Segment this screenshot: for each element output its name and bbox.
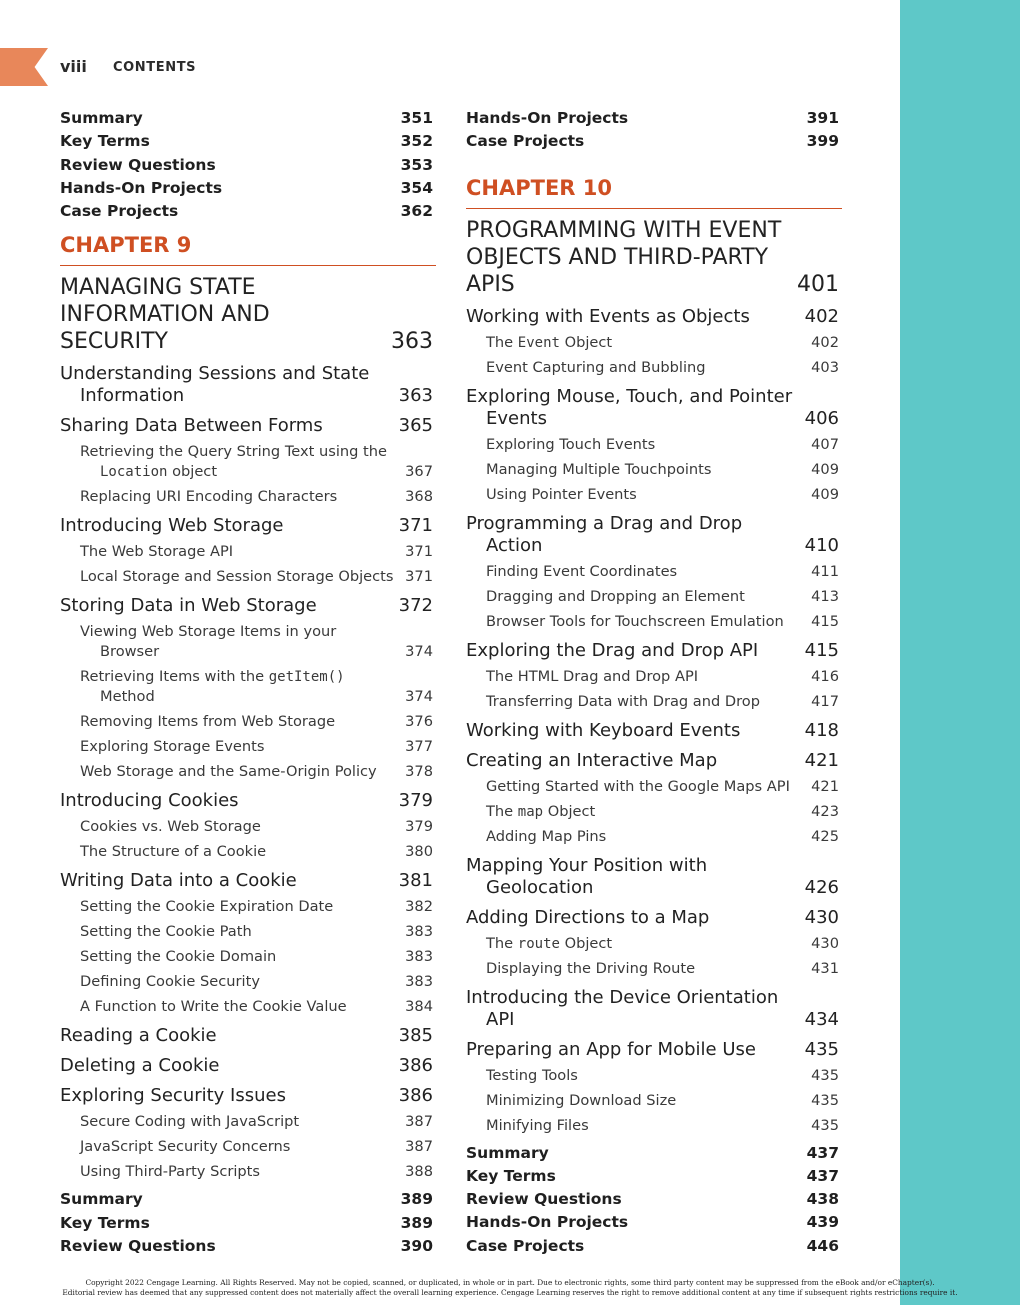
- subsection-title: The: [486, 934, 518, 952]
- subsection-title: Removing Items from Web Storage: [80, 713, 336, 731]
- subsection-title: Secure Coding with JavaScript: [80, 1113, 300, 1131]
- chapter-title-line: MANAGING STATE: [60, 275, 256, 301]
- subsection-page: 425: [811, 827, 839, 845]
- toc-subsection[interactable]: [60, 567, 436, 587]
- toc-subsection[interactable]: [60, 542, 436, 562]
- toc-end-entry[interactable]: [466, 1142, 842, 1165]
- section-title: Understanding Sessions and State Information: [60, 363, 370, 407]
- toc-subsection[interactable]: [466, 485, 842, 505]
- toc-subsection[interactable]: [60, 442, 436, 482]
- section-page: 435: [804, 1038, 839, 1060]
- subsection-page: 383: [405, 923, 433, 941]
- subsection-title: Event Capturing and Bubbling: [486, 358, 706, 376]
- chapter-title-line: PROGRAMMING WITH EVENT: [466, 217, 782, 243]
- subsection-page: 413: [811, 587, 839, 605]
- entry-title: Key Terms: [60, 1213, 150, 1232]
- subsection-page: 409: [811, 485, 839, 503]
- section-page: 381: [398, 870, 433, 892]
- subsection-title: Adding Map Pins: [486, 827, 607, 845]
- subsection-page: 371: [405, 568, 433, 586]
- side-color-band: [900, 0, 1020, 1305]
- section-title: Creating an Interactive Map: [466, 749, 718, 771]
- toc-subsection[interactable]: [466, 1116, 842, 1136]
- subsection-title: Object: [559, 934, 613, 952]
- section-page: 430: [804, 906, 839, 928]
- subsection-title: A Function to Write the Cookie Value: [80, 998, 347, 1016]
- toc-section[interactable]: [60, 363, 436, 407]
- toc-end-entry[interactable]: [466, 1235, 842, 1258]
- subsection-title: Using Pointer Events: [486, 485, 637, 503]
- entry-page: 352: [400, 132, 433, 151]
- subsection-title: Displaying the Driving Route: [486, 959, 696, 977]
- section-title: Working with Keyboard Events: [466, 719, 741, 741]
- toc-subsection[interactable]: [60, 842, 436, 862]
- entry-page: 437: [806, 1143, 839, 1162]
- entry-page: 389: [400, 1213, 433, 1232]
- chapter-title[interactable]: [466, 217, 842, 298]
- running-head: CONTENTS: [113, 60, 197, 75]
- section-title: Mapping Your Position with Geolocation: [466, 854, 708, 898]
- section-title: Exploring Mouse, Touch, and Pointer Events: [466, 385, 793, 429]
- toc-section[interactable]: [466, 750, 842, 772]
- toc-subsection[interactable]: [466, 692, 842, 712]
- toc-subsection[interactable]: [466, 333, 842, 353]
- toc-subsection[interactable]: [466, 802, 842, 822]
- chapter-divider: [466, 208, 842, 209]
- section-page: 415: [804, 639, 839, 661]
- entry-page: 438: [806, 1190, 839, 1209]
- entry-title: Summary: [466, 1143, 549, 1162]
- code-term: getItem(): [268, 669, 345, 686]
- toc-subsection[interactable]: [466, 358, 842, 378]
- subsection-page: 388: [405, 1163, 433, 1181]
- toc-subsection[interactable]: [466, 1066, 842, 1086]
- toc-subsection[interactable]: [60, 1137, 436, 1157]
- toc-section[interactable]: [466, 855, 842, 899]
- subsection-page: 376: [405, 713, 433, 731]
- toc-subsection[interactable]: [60, 972, 436, 992]
- entry-page: 362: [400, 202, 433, 221]
- toc-subsection[interactable]: [466, 460, 842, 480]
- entry-title: Review Questions: [466, 1190, 622, 1209]
- toc-subsection[interactable]: [466, 435, 842, 455]
- toc-section[interactable]: [466, 386, 842, 430]
- toc-end-entry[interactable]: [60, 107, 436, 130]
- entry-title: Hands-On Projects: [466, 109, 629, 127]
- subsection-page: 430: [811, 934, 839, 952]
- code-term: route: [517, 935, 560, 952]
- section-title: Introducing Web Storage: [60, 515, 284, 537]
- subsection-title: The: [486, 802, 518, 820]
- subsection-title: The: [486, 333, 518, 351]
- subsection-page: 377: [405, 738, 433, 756]
- toc-column-right: [466, 107, 842, 1258]
- subsection-page: 423: [811, 802, 839, 820]
- subsection-page: 368: [405, 488, 433, 506]
- section-title: Adding Directions to a Map: [466, 906, 710, 928]
- chapter-title-line: APIS: [466, 271, 515, 297]
- subsection-title: Exploring Storage Events: [80, 738, 265, 756]
- section-title: Preparing an App for Mobile Use: [466, 1038, 756, 1060]
- entry-page: 353: [400, 155, 433, 174]
- subsection-page: 435: [811, 1066, 839, 1084]
- toc-subsection[interactable]: [60, 1112, 436, 1132]
- toc-section[interactable]: [466, 987, 842, 1031]
- subsection-title: Setting the Cookie Domain: [80, 948, 277, 966]
- section-page: 421: [804, 749, 839, 771]
- subsection-title: Getting Started with the Google Maps API: [486, 777, 790, 795]
- entry-page: 390: [400, 1237, 433, 1256]
- subsection-title: Dragging and Dropping an Element: [486, 587, 745, 605]
- toc-subsection[interactable]: [466, 667, 842, 687]
- subsection-page: 383: [405, 948, 433, 966]
- section-title: Exploring the Drag and Drop API: [466, 639, 759, 661]
- subsection-title: object: [167, 463, 218, 481]
- entry-page: 389: [400, 1190, 433, 1209]
- subsection-title: Retrieving Items with the: [80, 668, 269, 686]
- toc-subsection[interactable]: [60, 922, 436, 942]
- toc-subsection[interactable]: [466, 562, 842, 582]
- subsection-page: 380: [405, 843, 433, 861]
- subsection-page: 435: [811, 1091, 839, 1109]
- toc-section[interactable]: [60, 595, 436, 617]
- subsection-title: Exploring Touch Events: [486, 435, 656, 453]
- section-title: Reading a Cookie: [60, 1025, 217, 1047]
- toc-subsection[interactable]: [60, 897, 436, 917]
- subsection-page: 421: [811, 777, 839, 795]
- subsection-page: 378: [405, 763, 433, 781]
- code-term: Location: [100, 464, 168, 481]
- toc-end-entry[interactable]: [60, 130, 436, 153]
- toc-end-entry[interactable]: [60, 1235, 436, 1258]
- section-page: 371: [398, 515, 433, 537]
- page-tab-marker: [0, 48, 48, 86]
- toc-section[interactable]: [466, 1039, 842, 1061]
- toc-end-entry[interactable]: [60, 200, 436, 223]
- section-title: Deleting a Cookie: [60, 1055, 220, 1077]
- toc-subsection[interactable]: [60, 947, 436, 967]
- subsection-page: 382: [405, 898, 433, 916]
- entry-page: 439: [806, 1213, 839, 1232]
- subsection-page: 387: [405, 1138, 433, 1156]
- subsection-page: 411: [811, 562, 839, 580]
- section-title: Programming a Drag and Drop Action: [466, 512, 743, 556]
- subsection-title: Object: [543, 802, 596, 820]
- subsection-title: Testing Tools: [486, 1066, 578, 1084]
- toc-section[interactable]: [466, 640, 842, 662]
- subsection-title: The Web Storage API: [80, 543, 234, 561]
- toc-subsection[interactable]: [466, 587, 842, 607]
- toc-section[interactable]: [60, 1055, 436, 1077]
- subsection-title: Browser Tools for Touchscreen Emulation: [486, 612, 784, 630]
- copyright-line: Editorial review has deemed that any suppressed content does not materially affect the overall learning experience. Cengage Learning reserves the right to remove additional content at any time if subsequent rights restrictions require it.: [62, 1288, 958, 1297]
- toc-end-entry[interactable]: [60, 1188, 436, 1211]
- chapter-label: CHAPTER 9: [60, 233, 192, 258]
- section-title: Introducing the Device Orientation API: [466, 986, 779, 1030]
- entry-title: Summary: [60, 1190, 143, 1209]
- copyright-footer: [0, 1278, 1020, 1298]
- subsection-title: Setting the Cookie Path: [80, 923, 252, 941]
- entry-page: 391: [806, 109, 839, 127]
- subsection-page: 384: [405, 998, 433, 1016]
- toc-section[interactable]: [466, 907, 842, 929]
- toc-subsection[interactable]: [60, 817, 436, 837]
- subsection-title: JavaScript Security Concerns: [80, 1138, 291, 1156]
- subsection-page: 431: [811, 959, 839, 977]
- subsection-title: Transferring Data with Drag and Drop: [486, 692, 761, 710]
- toc-section[interactable]: [466, 513, 842, 557]
- entry-title: Case Projects: [466, 1236, 585, 1255]
- subsection-page: 417: [811, 692, 839, 710]
- section-page: 418: [804, 719, 839, 741]
- code-term: map: [517, 803, 544, 820]
- toc-end-entry[interactable]: [466, 107, 842, 130]
- chapter-page: 363: [391, 329, 433, 355]
- subsection-page: 415: [811, 612, 839, 630]
- toc-subsection[interactable]: [466, 1091, 842, 1111]
- subsection-title: Local Storage and Session Storage Objects: [80, 568, 394, 586]
- entry-page: 399: [806, 132, 839, 151]
- subsection-title: The Structure of a Cookie: [80, 843, 267, 861]
- subsection-title: Minimizing Download Size: [486, 1091, 677, 1109]
- toc-subsection[interactable]: [466, 959, 842, 979]
- toc-section[interactable]: [60, 790, 436, 812]
- section-title: Working with Events as Objects: [466, 305, 750, 327]
- subsection-page: 371: [405, 543, 433, 561]
- entry-title: Case Projects: [466, 132, 585, 151]
- subsection-page: 407: [811, 435, 839, 453]
- toc-subsection[interactable]: [466, 777, 842, 797]
- section-title: Sharing Data Between Forms: [60, 415, 323, 437]
- chapter-label: CHAPTER 10: [466, 175, 613, 200]
- toc-section[interactable]: [60, 415, 436, 437]
- section-page: 386: [398, 1085, 433, 1107]
- subsection-title: Method: [100, 688, 155, 706]
- page-number: viii: [60, 57, 87, 76]
- section-page: 365: [398, 415, 433, 437]
- section-page: 410: [804, 534, 839, 556]
- subsection-title: Managing Multiple Touchpoints: [486, 460, 712, 478]
- toc-subsection[interactable]: [60, 622, 436, 662]
- subsection-title: Object: [559, 333, 613, 351]
- toc-subsection[interactable]: [466, 827, 842, 847]
- toc-end-entry[interactable]: [60, 177, 436, 200]
- toc-subsection[interactable]: [60, 762, 436, 782]
- entry-title: Hands-On Projects: [466, 1213, 629, 1232]
- section-page: 386: [398, 1055, 433, 1077]
- entry-page: 354: [400, 178, 433, 197]
- subsection-title: Retrieving the Query String Text using the: [80, 443, 387, 461]
- toc-end-entry[interactable]: [60, 1212, 436, 1235]
- entry-title: Review Questions: [60, 155, 216, 174]
- section-page: 406: [804, 407, 839, 429]
- toc-section[interactable]: [60, 515, 436, 537]
- section-title: Exploring Security Issues: [60, 1085, 286, 1107]
- toc-end-entry[interactable]: [466, 130, 842, 153]
- entry-page: 437: [806, 1166, 839, 1185]
- chapter-title[interactable]: [60, 274, 436, 355]
- subsection-page: 416: [811, 667, 839, 685]
- toc-subsection[interactable]: [60, 487, 436, 507]
- subsection-page: 383: [405, 973, 433, 991]
- section-page: 434: [804, 1008, 839, 1030]
- subsection-title: Cookies vs. Web Storage: [80, 818, 261, 836]
- toc-end-entry[interactable]: [466, 1165, 842, 1188]
- toc-end-entry[interactable]: [60, 154, 436, 177]
- subsection-title: Replacing URI Encoding Characters: [80, 488, 338, 506]
- code-term: Event: [517, 334, 560, 351]
- toc-subsection[interactable]: [466, 934, 842, 954]
- toc-subsection[interactable]: [60, 667, 436, 707]
- entry-page: 446: [806, 1236, 839, 1255]
- toc-section[interactable]: [466, 720, 842, 742]
- entry-title: Case Projects: [60, 202, 179, 221]
- toc-subsection[interactable]: [60, 712, 436, 732]
- subsection-title: Using Third-Party Scripts: [80, 1163, 260, 1181]
- subsection-page: 379: [405, 818, 433, 836]
- entry-title: Key Terms: [60, 132, 150, 151]
- section-title: Introducing Cookies: [60, 790, 239, 812]
- subsection-page: 374: [405, 643, 433, 661]
- section-page: 402: [804, 305, 839, 327]
- subsection-title: The HTML Drag and Drop API: [486, 667, 699, 685]
- toc-section[interactable]: [60, 1085, 436, 1107]
- subsection-page: 435: [811, 1116, 839, 1134]
- toc-section[interactable]: [60, 870, 436, 892]
- subsection-title: Minifying Files: [486, 1116, 589, 1134]
- subsection-title: Finding Event Coordinates: [486, 562, 678, 580]
- subsection-title: Viewing Web Storage Items in your Browser: [80, 623, 337, 661]
- subsection-page: 367: [405, 463, 433, 481]
- entry-page: 351: [400, 109, 433, 127]
- toc-subsection[interactable]: [60, 997, 436, 1017]
- chapter-divider: [60, 265, 436, 266]
- section-title: Writing Data into a Cookie: [60, 870, 297, 892]
- section-page: 363: [398, 385, 433, 407]
- section-page: 426: [804, 876, 839, 898]
- copyright-line: Copyright 2022 Cengage Learning. All Rights Reserved. May not be copied, scanned, or duplicated, in whole or in part. Due to electronic rights, some third party content may be suppressed from the eBook and/or eChapter(s).: [85, 1278, 935, 1287]
- subsection-page: 374: [405, 688, 433, 706]
- section-page: 385: [398, 1025, 433, 1047]
- chapter-title-line: INFORMATION AND SECURITY: [60, 302, 270, 355]
- toc-column-left: [60, 107, 436, 1258]
- subsection-title: Web Storage and the Same-Origin Policy: [80, 763, 377, 781]
- entry-title: Hands-On Projects: [60, 178, 223, 197]
- subsection-page: 403: [811, 358, 839, 376]
- subsection-page: 402: [811, 333, 839, 351]
- section-page: 372: [398, 595, 433, 617]
- subsection-page: 387: [405, 1113, 433, 1131]
- toc-subsection[interactable]: [60, 737, 436, 757]
- chapter-page: 401: [797, 271, 839, 297]
- toc-end-entry[interactable]: [466, 1211, 842, 1234]
- toc-section[interactable]: [466, 306, 842, 328]
- section-page: 379: [398, 790, 433, 812]
- entry-title: Summary: [60, 109, 143, 127]
- section-title: Storing Data in Web Storage: [60, 595, 317, 617]
- entry-title: Key Terms: [466, 1166, 556, 1185]
- subsection-page: 409: [811, 460, 839, 478]
- toc-end-entry[interactable]: [466, 1188, 842, 1211]
- subsection-title: Defining Cookie Security: [80, 973, 260, 991]
- toc-section[interactable]: [60, 1025, 436, 1047]
- subsection-title: Setting the Cookie Expiration Date: [80, 898, 334, 916]
- chapter-title-line: OBJECTS AND THIRD-PARTY: [466, 244, 769, 270]
- toc-subsection[interactable]: [466, 612, 842, 632]
- entry-title: Review Questions: [60, 1237, 216, 1256]
- toc-subsection[interactable]: [60, 1162, 436, 1182]
